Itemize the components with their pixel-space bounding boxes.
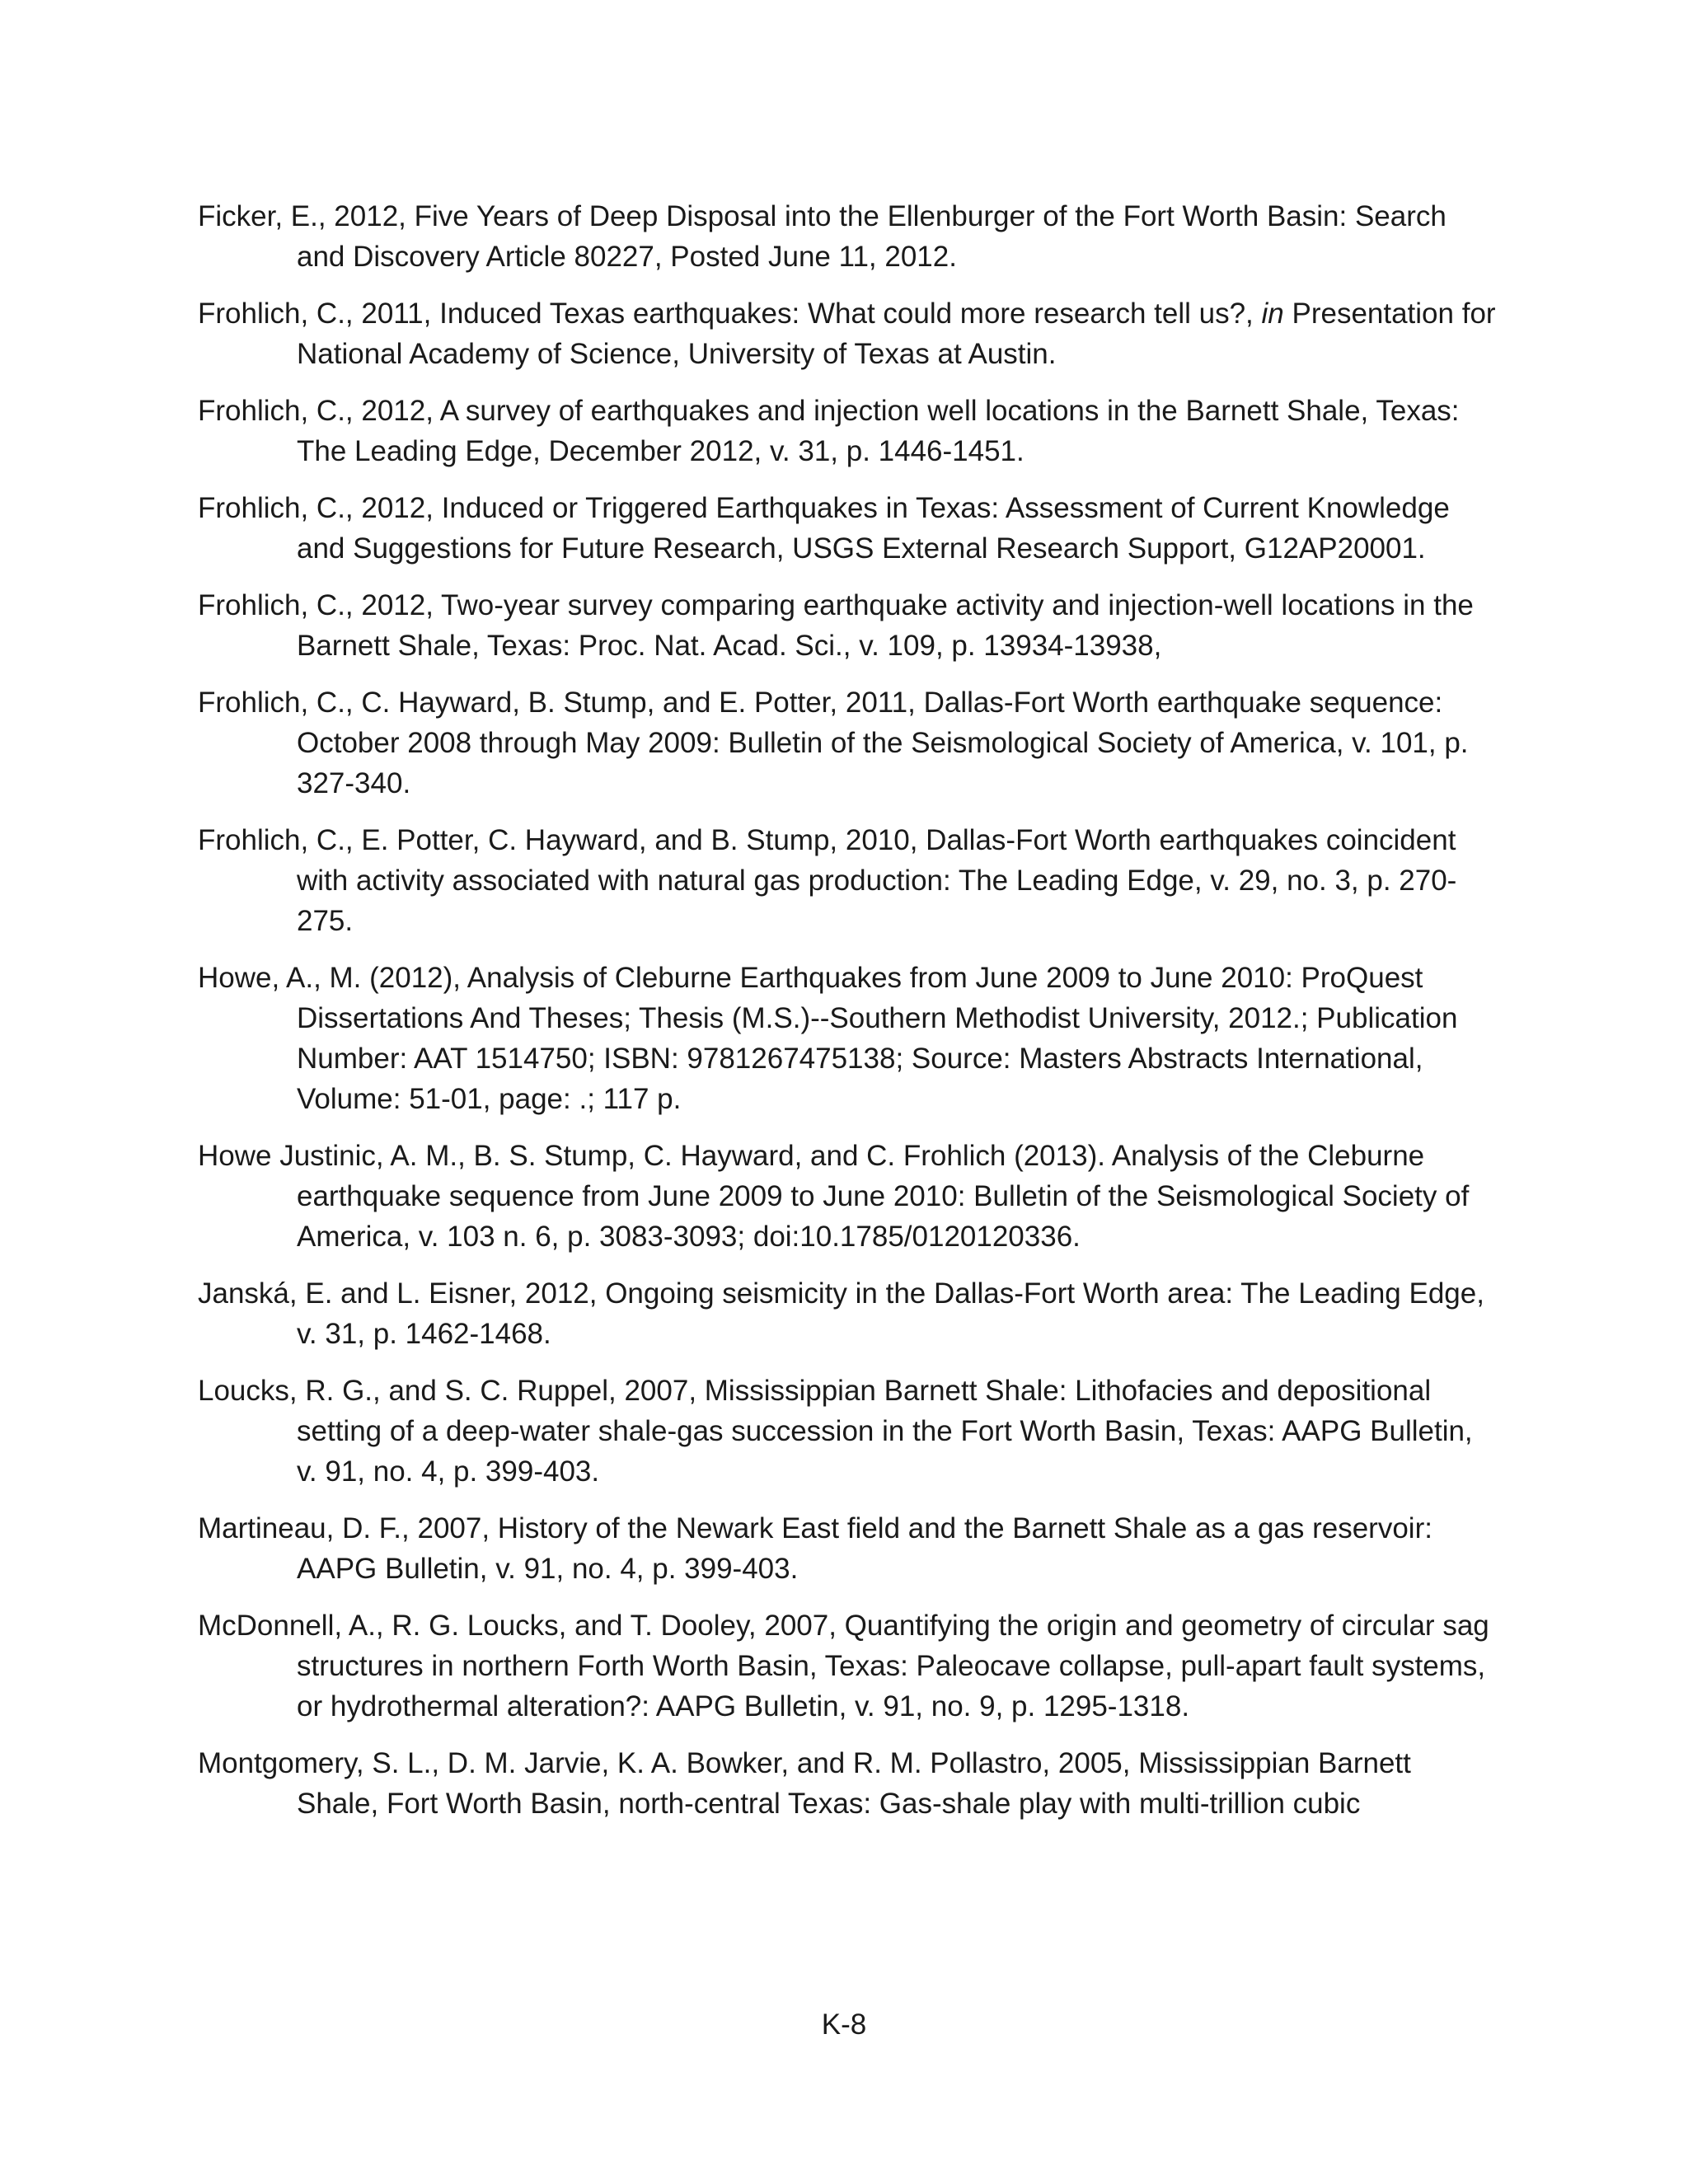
reference-entry: McDonnell, A., R. G. Loucks, and T. Dooley, 2007, Quantifying the origin and geometry of circular sag structures in northern Forth Worth Basin, Texas: Paleocave collapse, pull-apart fault systems, or hydrothermal alteration?: AAPG Bulletin, v. 91, no. 9, p. 1295-1318. — [198, 1610, 1489, 1722]
reference-entry: Howe Justinic, A. M., B. S. Stump, C. Hayward, and C. Frohlich (2013). Analysis of the Cleburne earthquake sequence from June 2009 to June 2010: Bulletin of the Seismological Society of America, v. 103 n. 6, p. 3083-3093; doi:10.1785/0120120336. — [198, 1140, 1470, 1253]
reference-entry: Howe, A., M. (2012), Analysis of Cleburne Earthquakes from June 2009 to June 2010: ProQuest Dissertations And Theses; Thesis (M.S.)--Southern Methodist University, 2012.; Publication Number: AAT 1514750; ISBN: 9781267475138; Source: Masters Abstracts International, Volume: 51-01, page: .; 117 p. — [198, 962, 1458, 1115]
reference-entry: Frohlich, C., 2012, Induced or Triggered Earthquakes in Texas: Assessment of Current Knowledge and Suggestions for Future Research, USGS External Research Support, G12AP20001. — [198, 492, 1450, 565]
reference-entry: Montgomery, S. L., D. M. Jarvie, K. A. Bowker, and R. M. Pollastro, 2005, Mississippian Barnett Shale, Fort Worth Basin, north-central Texas: Gas-shale play with multi-trillion cubic — [198, 1747, 1411, 1820]
reference-list — [198, 196, 1500, 1840]
reference-entry: Frohlich, C., 2012, A survey of earthquakes and injection well locations in the Barnett Shale, Texas: The Leading Edge, December 2012, v. 31, p. 1446-1451. — [198, 395, 1460, 467]
page-number: K-8 — [821, 2008, 867, 2041]
reference-entry: Frohlich, C., 2011, Induced Texas earthquakes: What could more research tell us?, in Presentation for National Academy of Science, University of Texas at Austin. — [198, 298, 1496, 370]
reference-entry: Frohlich, C., C. Hayward, B. Stump, and E. Potter, 2011, Dallas-Fort Worth earthquake sequence: October 2008 through May 2009: Bulletin of the Seismological Society of America, v. 101, p. 327-340. — [198, 687, 1469, 799]
reference-entry: Loucks, R. G., and S. C. Ruppel, 2007, Mississippian Barnett Shale: Lithofacies and depositional setting of a deep-water shale-gas succession in the Fort Worth Basin, Texas: AAPG Bulletin, v. 91, no. 4, p. 399-403. — [198, 1375, 1473, 1488]
reference-entry: Frohlich, C., E. Potter, C. Hayward, and B. Stump, 2010, Dallas-Fort Worth earthquakes coincident with activity associated with natural gas production: The Leading Edge, v. 29, no. 3, p. 270-275. — [198, 824, 1457, 937]
reference-entry: Martineau, D. F., 2007, History of the Newark East field and the Barnett Shale as a gas reservoir: AAPG Bulletin, v. 91, no. 4, p. 399-403. — [198, 1512, 1432, 1585]
reference-entry: Ficker, E., 2012, Five Years of Deep Disposal into the Ellenburger of the Fort Worth Basin: Search and Discovery Article 80227, Posted June 11, 2012. — [198, 200, 1447, 273]
reference-entry: Frohlich, C., 2012, Two-year survey comparing earthquake activity and injection-well locations in the Barnett Shale, Texas: Proc. Nat. Acad. Sci., v. 109, p. 13934-13938, — [198, 589, 1474, 662]
reference-entry: Janská, E. and L. Eisner, 2012, Ongoing seismicity in the Dallas-Fort Worth area: The Leading Edge, v. 31, p. 1462-1468. — [198, 1277, 1484, 1350]
